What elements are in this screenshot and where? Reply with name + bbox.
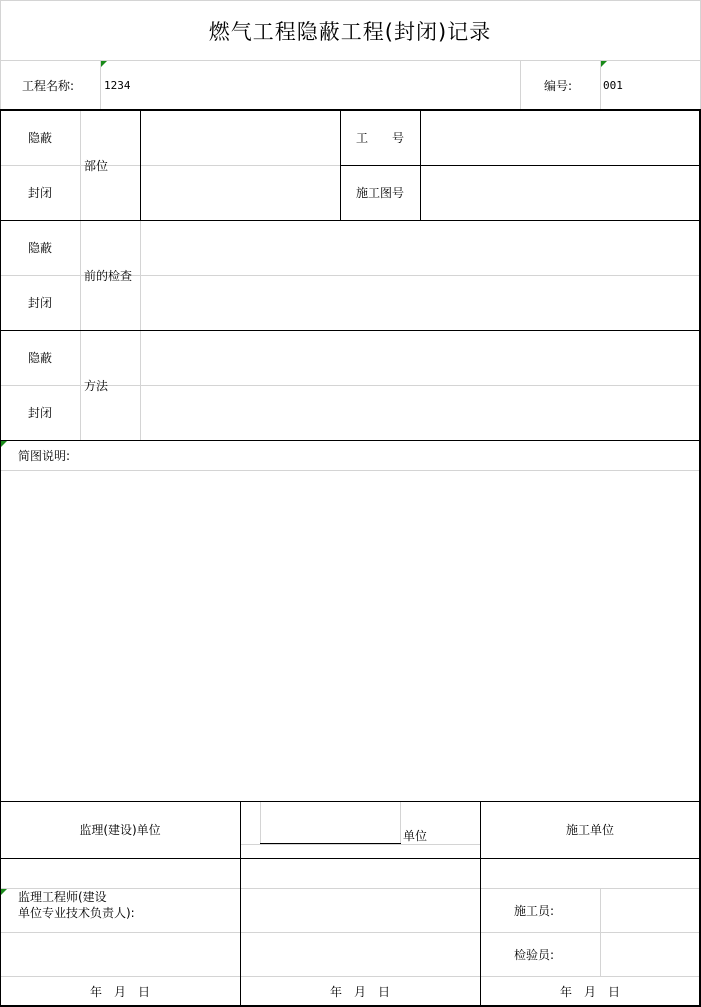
method-field-1[interactable] [141, 331, 699, 385]
work-no-field[interactable] [421, 111, 699, 165]
number-value: 001 [603, 79, 623, 92]
location-field-1[interactable] [141, 111, 340, 165]
method-group-label: 方法 [84, 379, 109, 393]
location-field-2[interactable] [141, 166, 340, 220]
comment-marker-icon [601, 61, 607, 67]
constructor-label: 施工员: [514, 904, 555, 918]
comment-marker-icon [1, 441, 7, 447]
project-name-value: 1234 [104, 79, 131, 92]
method-field-2[interactable] [141, 386, 699, 440]
location-group-label: 部位 [84, 159, 109, 173]
conceal-label: 隐蔽 [27, 131, 53, 145]
middle-unit-suffix: 单位 [403, 829, 428, 843]
supervisor-label-line2: 单位专业技术负责人): [18, 906, 135, 920]
inspector-label: 检验员: [514, 948, 555, 962]
work-no-label: 工 号 [355, 131, 405, 145]
sketch-area[interactable] [1, 471, 699, 801]
date-right: 年 月 日 [559, 985, 621, 999]
project-name-field[interactable] [101, 61, 520, 109]
constructor-field[interactable] [601, 889, 699, 932]
middle-unit-field[interactable] [261, 802, 400, 843]
construction-unit-label: 施工单位 [565, 823, 615, 837]
precheck-field-2[interactable] [141, 276, 699, 330]
date-left: 年 月 日 [89, 985, 151, 999]
close-label: 封闭 [27, 296, 53, 310]
page-title: 燃气工程隐蔽工程(封闭)记录 [208, 20, 492, 44]
close-label: 封闭 [27, 186, 53, 200]
precheck-field-1[interactable] [141, 221, 699, 275]
close-label: 封闭 [27, 406, 53, 420]
supervision-unit-label: 监理(建设)单位 [79, 823, 161, 837]
comment-marker-icon [101, 61, 107, 67]
precheck-group-label: 前的检查 [84, 269, 133, 283]
number-label: 编号: [543, 79, 573, 93]
supervisor-label-line1: 监理工程师(建设 [18, 890, 107, 904]
inspector-field[interactable] [601, 933, 699, 976]
comment-marker-icon [1, 889, 7, 895]
drawing-no-field[interactable] [421, 166, 699, 220]
sketch-label: 简图说明: [18, 449, 71, 463]
conceal-label: 隐蔽 [27, 241, 53, 255]
conceal-label: 隐蔽 [27, 351, 53, 365]
drawing-no-label: 施工图号 [355, 186, 405, 200]
date-middle: 年 月 日 [329, 985, 391, 999]
project-name-label: 工程名称: [21, 79, 75, 93]
number-field[interactable] [601, 61, 700, 109]
